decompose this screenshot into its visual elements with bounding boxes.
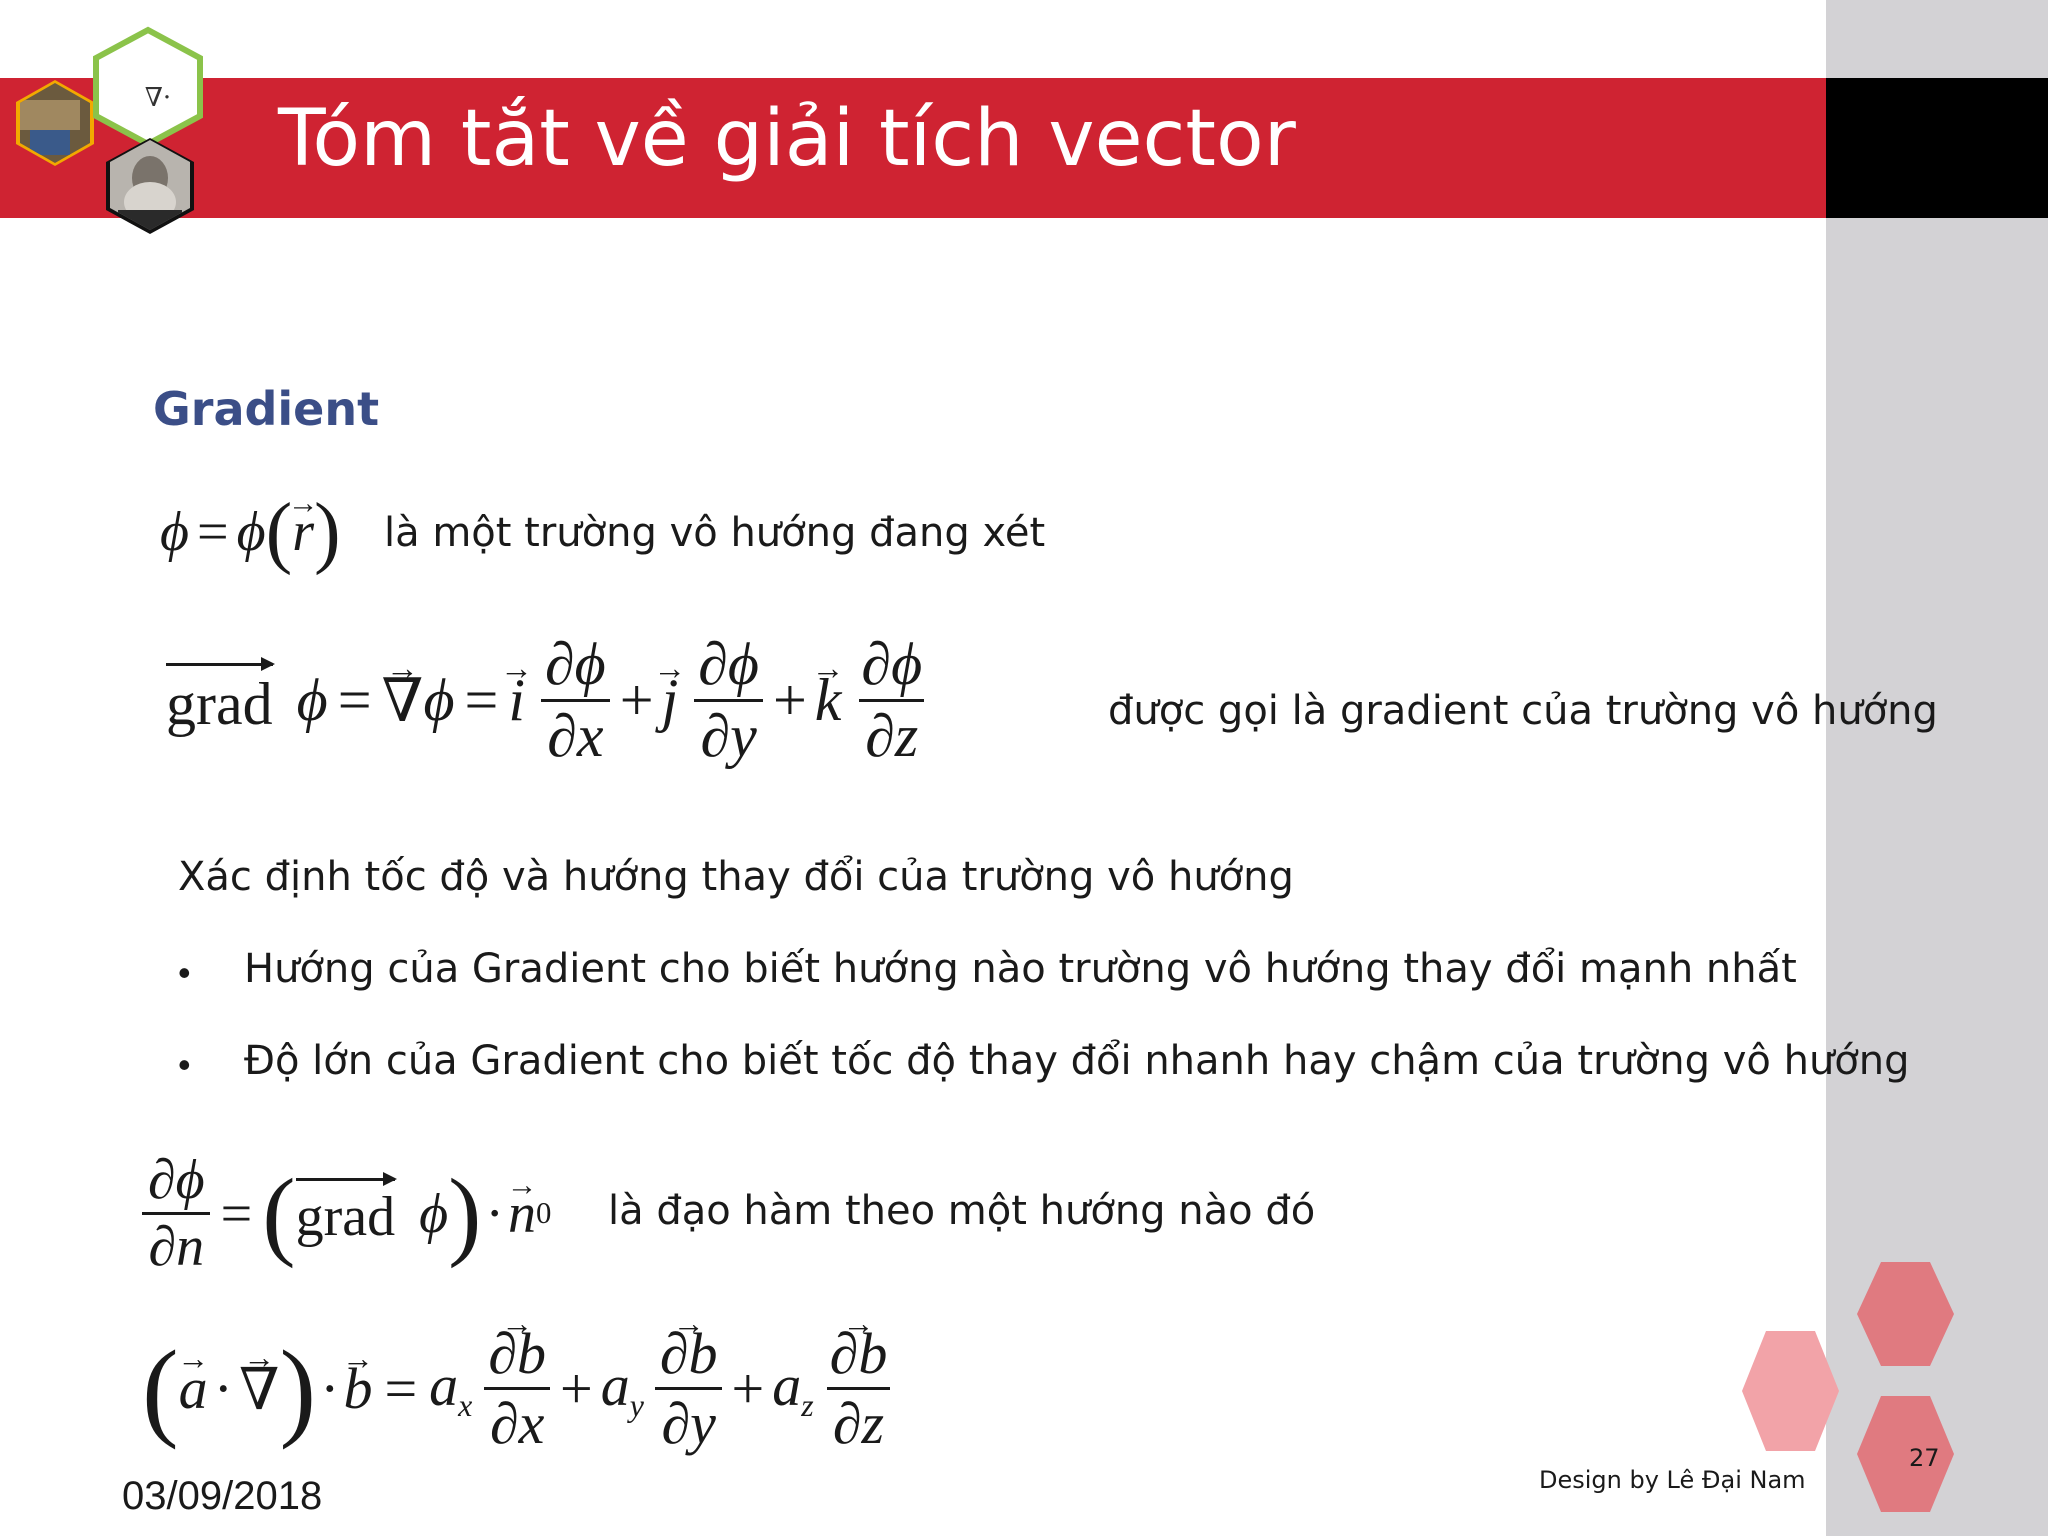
designer-credit: Design by Lê Đại Nam (1539, 1466, 1806, 1494)
scalar-field-desc: là một trường vô hướng đang xét (384, 510, 1046, 556)
hex-left (1742, 1331, 1839, 1451)
directional-desc: là đạo hàm theo một hướng nào đó (608, 1188, 1316, 1234)
bullet-1: Hướng của Gradient cho biết hướng nào trường vô hướng thay đổi mạnh nhất (244, 946, 1797, 992)
hex-top (1857, 1262, 1954, 1366)
bullet-marker-1: • (178, 952, 191, 993)
gradient-desc: được gọi là gradient của trường vô hướng (1108, 688, 1938, 734)
slide-title: Tóm tắt về giải tích vector (278, 94, 1296, 184)
decorative-hexagons (1720, 1256, 1980, 1536)
advective-derivative-equation: ( → a · → ∇ ) · → b = $a_x$ → $\frac{\partial b}{\partial x}$ + $a_y$ → $\frac{\partial b}{\partial y}$ + $a_z$ → $\frac{\partial b}{\partial z}$ (142, 1320, 893, 1457)
bullet-marker-2: • (178, 1044, 191, 1085)
page-number: 27 (1909, 1444, 1940, 1472)
title-bar-end (1826, 78, 2048, 218)
scalar-field-equation: ϕ = ϕ ( → r ) (160, 500, 341, 564)
bullet-2: Độ lớn của Gradient cho biết tốc độ thay đổi nhanh hay chậm của trường vô hướng (244, 1038, 1910, 1084)
slide-date: 03/09/2018 (122, 1474, 323, 1518)
gradient-equation: grad ϕ = → ∇ ϕ = → i $\frac{\partial\phi}{\partial x}$ + → j $\frac{\partial\phi}{\partial y}$ + → k $\frac{\partial\phi}{\partial z}$ (166, 630, 928, 771)
directional-derivative-equation: $\frac{\partial\phi}{\partial n}$ = ( grad ϕ ) · → n 0 (142, 1148, 551, 1279)
section-title: Gradient (153, 382, 380, 436)
logo-hexagons (0, 20, 220, 260)
logo-symbol: ∇· (144, 83, 172, 113)
purpose-line: Xác định tốc độ và hướng thay đổi của trường vô hướng (178, 854, 1294, 900)
